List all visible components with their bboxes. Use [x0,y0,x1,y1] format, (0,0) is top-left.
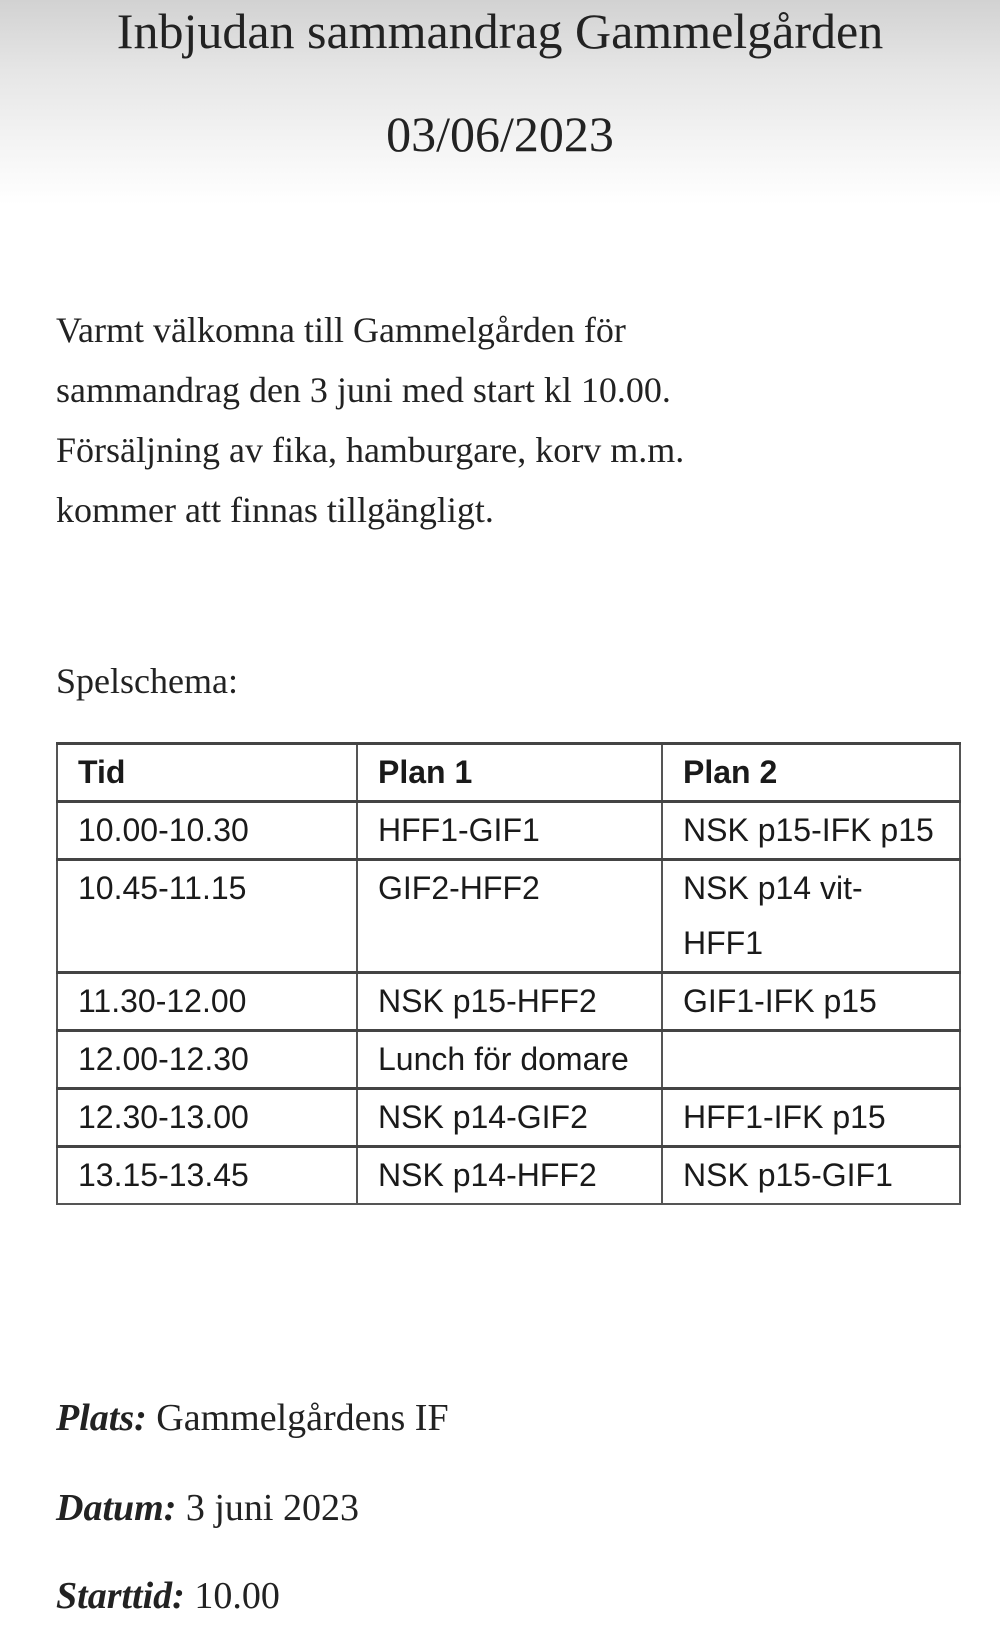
schedule-table [56,742,961,1205]
table-row [57,802,960,860]
field-2-cell: NSK p15-IFK p15 [662,802,960,860]
field-1-cell: NSK p14-HFF2 [357,1147,662,1205]
column-header-field-1: Plan 1 [357,744,662,802]
field-2-cell: NSK p15-GIF1 [662,1147,960,1205]
table-row [57,1031,960,1089]
time-cell: 10.00-10.30 [57,802,357,860]
table-row [57,1147,960,1205]
document-date: 03/06/2023 [386,106,614,162]
time-cell: 10.45-11.15 [57,860,357,973]
field-2-cell: NSK p14 vit-HFF1 [662,860,960,973]
column-header-field-2: Plan 2 [662,744,960,802]
table-row [57,973,960,1031]
time-cell: 11.30-12.00 [57,973,357,1031]
table-header-row [57,744,960,802]
date-line [56,1486,359,1530]
field-1-cell: NSK p15-HFF2 [357,973,662,1031]
field-1-cell: HFF1-GIF1 [357,802,662,860]
start-time-value: 10.00 [194,1575,280,1617]
start-time-line [56,1574,280,1618]
place-value: Gammelgårdens IF [156,1397,449,1439]
table-row [57,860,960,973]
intro-line: Försäljning av fika, hamburgare, korv m.m. [56,430,685,470]
field-1-cell: NSK p14-GIF2 [357,1089,662,1147]
time-cell: 12.00-12.30 [57,1031,357,1089]
field-2-cell: GIF1-IFK p15 [662,973,960,1031]
document-header [0,0,1000,205]
date-label: Datum: [56,1487,177,1529]
table-row [57,1089,960,1147]
field-1-cell: GIF2-HFF2 [357,860,662,973]
start-time-label: Starttid: [56,1575,185,1617]
intro-line: kommer att finnas tillgängligt. [56,490,494,530]
document-title: Inbjudan sammandrag Gammelgården [116,3,884,59]
schedule-label: Spelschema: [56,661,238,701]
date-value: 3 juni 2023 [185,1487,359,1529]
time-cell: 12.30-13.00 [57,1089,357,1147]
field-2-cell [662,1031,960,1089]
intro-paragraph [56,300,936,540]
place-line [56,1396,449,1440]
intro-line: sammandrag den 3 juni med start kl 10.00. [56,370,671,410]
place-label: Plats: [56,1397,147,1439]
field-2-cell: HFF1-IFK p15 [662,1089,960,1147]
time-cell: 13.15-13.45 [57,1147,357,1205]
intro-line: Varmt välkomna till Gammelgården för [56,310,626,350]
field-1-cell: Lunch för domare [357,1031,662,1089]
column-header-time: Tid [57,744,357,802]
